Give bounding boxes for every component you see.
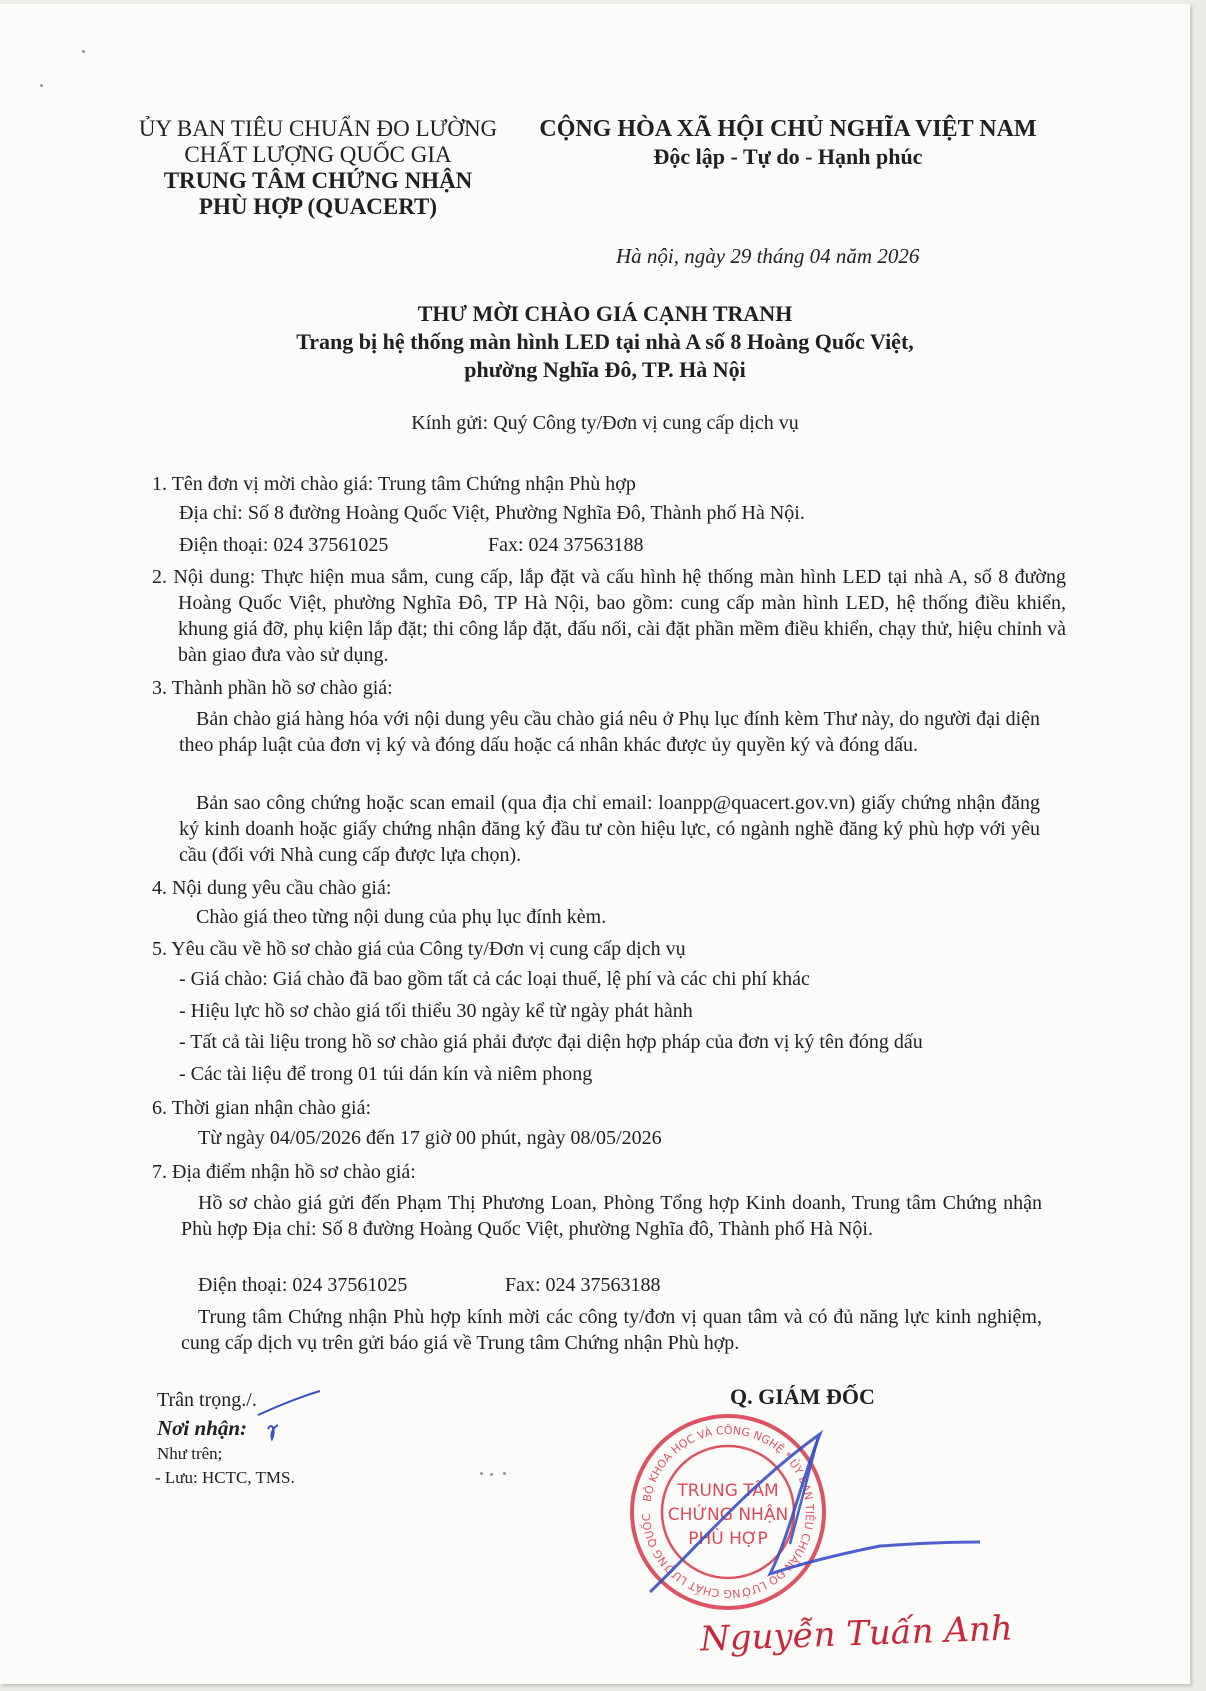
document-subtitle-line-1: Trang bị hệ thống màn hình LED tại nhà A số 8 Hoàng Quốc Việt, [296, 329, 914, 354]
section-4-paragraph: Chào giá theo từng nội dung của phụ lục đính kèm. [196, 906, 607, 928]
issuer-line-2: CHẤT LƯỢNG QUỐC GIA [184, 142, 452, 167]
greeting: Kính gửi: Quý Công ty/Đơn vị cung cấp dịch vụ [411, 412, 799, 434]
issuer-line-4: PHÙ HỢP (QUACERT) [198, 194, 438, 219]
country-name: CỘNG HÒA XÃ HỘI CHỦ NGHĨA VIỆT NAM [539, 116, 1037, 142]
section-4-heading: 4. Nội dung yêu cầu chào giá: [152, 877, 392, 899]
stamp-line-3: PHÙ HỢP [688, 1529, 768, 1549]
section-5-item: - Các tài liệu để trong 01 túi dán kín và niêm phong [179, 1063, 593, 1085]
recipient-2: - Lưu: HCTC, TMS. [155, 1468, 295, 1487]
section-2-content: 2. Nội dung: Thực hiện mua sắm, cung cấp, lắp đặt và cấu hình hệ thống màn hình LED tại nhà A, số 8 đường Hoàng Quốc Việt, phường Nghĩa Đô, TP Hà Nội, bao gồm: cung cấp màn hình LED, hệ thống điều khiển, khung giá đỡ, phụ kiện lắp đặt; thi công lắp đặt, đấu nối, cài đặt phần mềm điều khiển, chạy thử, hiệu chỉnh và bàn giao đưa vào sử dụng. [152, 566, 1066, 666]
signer-title: Q. GIÁM ĐỐC [730, 1384, 875, 1409]
stamp-line-1: TRUNG TÂM [677, 1481, 779, 1501]
section-5-item: - Tất cả tài liệu trong hồ sơ chào giá phải được đại diện hợp pháp của đơn vị ký tên đóng dấu [179, 1031, 923, 1053]
closing-regards: Trân trọng./. [157, 1389, 257, 1411]
section-1-phone: Điện thoại: 024 37561025 [179, 534, 389, 556]
document-date: Hà nội, ngày 29 tháng 04 năm 2026 [616, 244, 920, 268]
recipient-1: Như trên; [157, 1444, 223, 1463]
recipients-label: Nơi nhận: [157, 1416, 248, 1440]
stamp-ring-text: BỘ KHOA HỌC VÀ CÔNG NGHỆ * ỦY BAN TIÊU CHUẨN ĐO LƯỜNG CHẤT LƯỢNG QUỐC [639, 1423, 817, 1601]
section-5-item: - Giá chào: Giá chào đã bao gồm tất cả các loại thuế, lệ phí và các chi phí khác [179, 968, 810, 990]
section-6-paragraph: Từ ngày 04/05/2026 đến 17 giờ 00 phút, ngày 08/05/2026 [198, 1127, 662, 1149]
document-subtitle-line-2: phường Nghĩa Đô, TP. Hà Nội [464, 357, 746, 382]
document-page [0, 4, 1190, 1684]
section-5-heading: 5. Yêu cầu về hồ sơ chào giá của Công ty/Đơn vị cung cấp dịch vụ [152, 938, 686, 960]
issuer-header [138, 116, 498, 220]
scan-speck [82, 50, 85, 53]
scan-speck [503, 1472, 506, 1475]
scan-speck [490, 1473, 493, 1476]
national-motto: Độc lập - Tự do - Hạnh phúc [653, 144, 923, 169]
issuer-line-3: TRUNG TÂM CHỨNG NHẬN [163, 168, 473, 193]
signer-name: Nguyễn Tuấn Anh [699, 1608, 1014, 1660]
section-1-address: Địa chỉ: Số 8 đường Hoàng Quốc Việt, Phường Nghĩa Đô, Thành phố Hà Nội. [179, 502, 805, 524]
scan-speck [480, 1472, 483, 1475]
stamp-line-2: CHỨNG NHẬN [667, 1505, 789, 1525]
section-7-fax: Fax: 024 37563188 [505, 1274, 661, 1296]
section-1-heading: 1. Tên đơn vị mời chào giá: Trung tâm Chứng nhận Phù hợp [152, 473, 636, 495]
initial-mark [250, 1387, 330, 1447]
section-7-paragraph: Hồ sơ chào giá gửi đến Phạm Thị Phương Loan, Phòng Tổng hợp Kinh doanh, Trung tâm Chứng nhận Phù hợp Địa chỉ: Số 8 đường Hoàng Quốc Việt, phường Nghĩa đô, Thành phố Hà Nội. [181, 1192, 1042, 1240]
section-3-paragraph-1: Bản chào giá hàng hóa với nội dung yêu cầu chào giá nêu ở Phụ lục đính kèm Thư này, do người đại diện theo pháp luật của đơn vị ký và đóng dấu hoặc cá nhân khác được ủy quyền ký và đóng dấu. [179, 708, 1040, 756]
section-5-item: - Hiệu lực hồ sơ chào giá tối thiểu 30 ngày kể từ ngày phát hành [179, 1000, 693, 1022]
section-7-closing: Trung tâm Chứng nhận Phù hợp kính mời các công ty/đơn vị quan tâm và có đủ năng lực kinh nghiệm, cung cấp dịch vụ trên gửi báo giá về Trung tâm Chứng nhận Phù hợp. [181, 1306, 1042, 1354]
section-1-fax: Fax: 024 37563188 [488, 534, 644, 556]
section-7-heading: 7. Địa điểm nhận hồ sơ chào giá: [152, 1161, 416, 1183]
issuer-line-1: ỦY BAN TIÊU CHUẨN ĐO LƯỜNG [138, 116, 498, 141]
section-7-phone: Điện thoại: 024 37561025 [198, 1274, 408, 1296]
scan-speck [40, 84, 43, 87]
section-3-heading: 3. Thành phần hồ sơ chào giá: [152, 677, 393, 699]
document-title: THƯ MỜI CHÀO GIÁ CẠNH TRANH [417, 301, 793, 326]
section-6-heading: 6. Thời gian nhận chào giá: [152, 1097, 372, 1119]
section-3-paragraph-2: Bản sao công chứng hoặc scan email (qua địa chỉ email: loanpp@quacert.gov.vn) giấy chứng nhận đăng ký kinh doanh hoặc giấy chứng nhận đăng ký đầu tư còn hiệu lực, có ngành nghề đăng ký phù hợp với yêu cầu (đối với Nhà cung cấp được lựa chọn). [179, 792, 1040, 866]
signature-stroke [640, 1424, 990, 1604]
